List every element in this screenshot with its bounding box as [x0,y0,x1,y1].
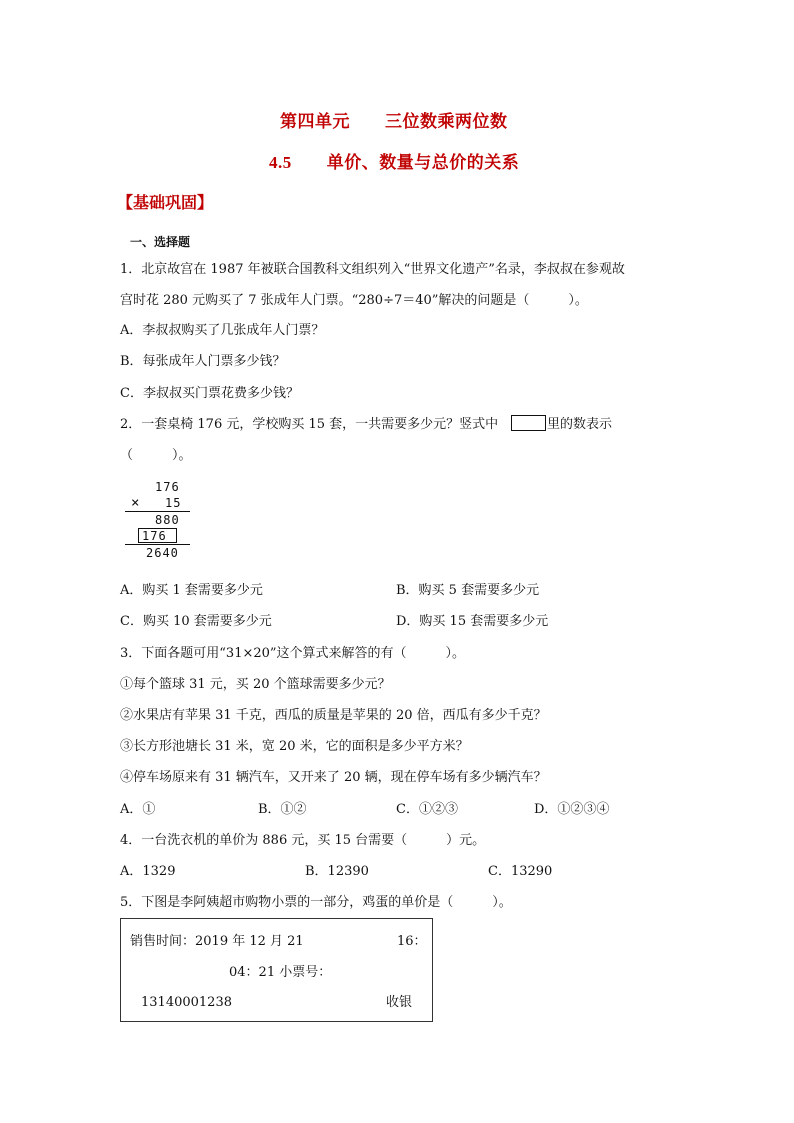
q3-statement-3: ③长方形池塘长 31 米，宽 20 米，它的面积是多少平方米？ [120,739,469,754]
q3-option-a: A．① [120,802,156,817]
q4-option-b: B．12390 [305,864,369,879]
section-title: 【基础巩固】 [117,193,214,212]
receipt-time-part2: 04：21 小票号： [229,965,332,980]
lesson-title: 4.5 单价、数量与总价的关系 [269,153,520,172]
q4-option-c: C．13290 [488,864,553,879]
q2-option-a: A．购买 1 套需要多少元 [120,583,263,598]
q2-line2: （ ）。 [120,448,192,463]
answer-blank-box [511,415,546,431]
q3-statement-1: ①每个篮球 31 元，买 20 个篮球需要多少元？ [120,677,391,692]
receipt-ticket-number: 13140001238 [141,995,232,1010]
calc-partial-1: 880 [155,513,180,527]
calc-partial-2: 176 [142,529,167,543]
part-one-heading: 一、选择题 [130,235,191,249]
q4-option-a: A．1329 [120,864,176,879]
q3-option-b: B．①② [258,802,307,817]
q1-line1: 1．北京故宫在 1987 年被联合国教科文组织列入“世界文化遗产”名录，李叔叔在参观故 [120,262,625,277]
calc-multiplier: 15 [165,496,182,510]
q4-line1: 4．一台洗衣机的单价为 886 元，买 15 台需要（ ）元。 [120,833,486,848]
q3-option-d: D．①②③④ [534,802,610,817]
unit-title: 第四单元 三位数乘两位数 [280,112,508,131]
q1-option-a: A．李叔叔购买了几张成年人门票？ [120,323,325,338]
receipt-time-part1: 16： [397,934,427,949]
q1-option-c: C．李叔叔买门票花费多少钱？ [120,386,299,401]
q2-line1-part2: 里的数表示 [547,417,613,432]
q3-line1: 3．下面各题可用“31×20”这个算式来解答的有（ ）。 [120,646,466,661]
q1-line2: 宫时花 280 元购买了 7 张成年人门票。“280÷7＝40”解决的问题是（ ）。 [120,293,588,308]
q2-option-d: D．购买 15 套需要多少元 [396,614,549,629]
q3-statement-4: ④停车场原来有 31 辆汽车，又开来了 20 辆，现在停车场有多少辆汽车？ [120,770,547,785]
calc-product: 2640 [146,546,179,560]
receipt-cashier: 收银 [386,995,413,1010]
q1-option-b: B．每张成年人门票多少钱？ [120,354,286,369]
calc-multiplicand: 176 [155,480,180,494]
q5-line1: 5．下图是李阿姨超市购物小票的一部分，鸡蛋的单价是（ ）。 [120,895,512,910]
receipt-sale-time: 销售时间：2019 年 12 月 21 [130,934,304,949]
q3-option-c: C．①②③ [396,802,458,817]
multiply-sign: × [131,495,141,511]
calc-line-1 [125,511,190,512]
calc-line-2 [125,544,190,545]
q2-line1-part1: 2．一套桌椅 176 元，学校购买 15 套，一共需要多少元？竖式中 [120,417,499,432]
shopping-receipt [120,918,433,1022]
q2-option-b: B．购买 5 套需要多少元 [396,583,540,598]
q3-statement-2: ②水果店有苹果 31 千克，西瓜的质量是苹果的 20 倍，西瓜有多少千克？ [120,708,547,723]
q2-option-c: C．购买 10 套需要多少元 [120,614,272,629]
